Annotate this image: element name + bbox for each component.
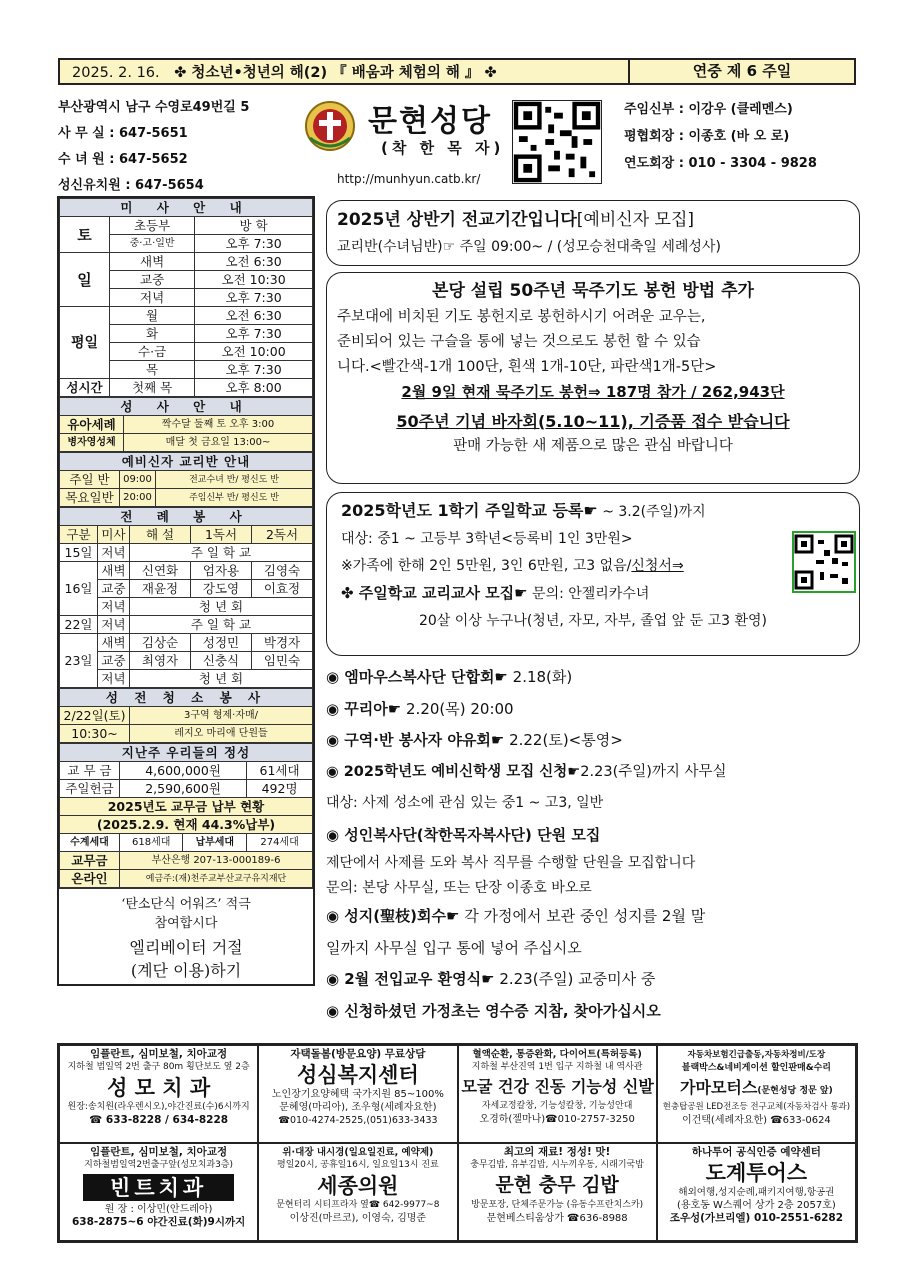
ad-line: 문혜영(마리아), 조우형(세례자요한) [279,1102,437,1113]
notice-line: 참여합시다 [154,916,218,931]
item-title: ◉ 엠마우스복사단 단합회☛ [326,668,508,686]
cell: 교무금 [60,852,120,870]
ad-top: 임플란트, 심미보철, 치아교정 [90,1048,228,1060]
box2-title: 본당 설립 50주년 묵주기도 봉헌 방법 추가 [432,281,754,301]
ad-name-sub: (문현성당 정문 앞) [757,1086,833,1096]
cell: 강도영 [191,580,252,598]
ad-top: 임플란트, 심미보철, 치아교정 [90,1146,228,1158]
cell: 청 년 회 [130,598,313,616]
offering-title: 지난주 우리들의 정성 [60,744,313,762]
qr-code-icon[interactable] [512,100,602,184]
evangelization-box [326,200,860,266]
pastor: 주임신부 : 이강우 (클레멘스) [624,102,793,117]
cell: 새벽 [98,562,130,580]
ad-line: 현충탑공원 LED전조등 전구교체(자동차검사 통과) [662,1102,851,1112]
bulletin-date: 2025. 2. 16. [72,65,160,81]
parish-subtitle: (착 한 목 자) [381,139,505,157]
parish-website-link[interactable]: http://munhyun.catb.kr/ [337,172,481,186]
ad-name: 빈트치과 [83,1174,234,1201]
ad-shoes [458,1045,657,1143]
saturday-label: 토 [60,217,110,253]
cleaning-title: 성 전 청 소 봉 사 [60,689,313,707]
parish-logo-icon [304,100,356,152]
cell: 저녁 [98,598,130,616]
announcement-item [326,851,860,875]
announcement-item [326,875,860,901]
advertisement-grid [57,1043,858,1243]
item-text: 2.23(주일)까지 사무실 [580,763,727,780]
announcement-item [326,694,860,726]
ad-line: 오경하(젤마나)☎010-2757-3250 [479,1114,635,1125]
cell: 납부세대 [183,834,247,852]
cell: 주일 반 [60,471,120,489]
ad-top: 최고의 재료! 정성! 맛! [503,1146,611,1158]
application-form-link[interactable]: 신청서⇒ [631,558,684,574]
item-title: ◉ 성인복사단(착한목자복사단) 단원 모집 [326,825,601,844]
item-title: ◉ 신청하셨던 가정초는 영수증 지참, 찾아가십시오 [326,1001,661,1020]
left-info-panel [57,196,315,986]
cell: 김영숙 [252,562,313,580]
cell: 274세대 [247,834,313,852]
cell: 492명 [247,780,313,798]
cell: 15일 [60,544,98,562]
ad-line: 노인장기요양혜택 국가지원 85~100% [271,1089,444,1100]
cell: 오후 8:00 [195,379,313,397]
cell: 10:30~ [60,725,130,743]
ad-top: 혈액순환, 통증완화, 다이어트(특허등록) [472,1049,642,1060]
cell: 예금주:(재)천주교부산교구유지재단 [120,870,313,888]
rosary-box [326,272,860,484]
cell: 목요일반 [60,489,120,507]
ad-top: 자택돌봄(방문요양) 무료상담 [290,1048,426,1060]
ad-sub: 지하철범일역2번출구앞(성모치과3층) [84,1160,234,1170]
announcement-item [326,788,860,820]
item-text: 대상: 사제 성소에 관심 있는 중1 ~ 고3, 일반 [326,795,604,811]
liturgy-table [59,507,313,688]
cell: 오후 7:30 [195,289,313,307]
ad-line: 문현터리 시티프라자 옆☎ 642-9977~8 [276,1200,440,1210]
cell: 박경자 [252,634,313,652]
cell: 신충식 [191,652,252,670]
cleaning-table [59,688,313,743]
cell: 온라인 [60,870,120,888]
ad-sub: 블랙박스&네비게이션 할인판매&수리 [681,1063,831,1073]
cell: 2독서 [252,526,313,544]
ad-name: 성심복지센터 [297,1062,419,1087]
cell: 이효정 [252,580,313,598]
cell: 새벽 [98,634,130,652]
ad-sub: 평일20시, 공휴일16시, 일요일13시 진료 [277,1160,439,1170]
sacrament-table [59,397,313,452]
item-text: 일까지 사무실 입구 통에 넣어 주십시오 [326,938,582,957]
ad-dental-seongmo [59,1045,258,1143]
cell: 미사 [98,526,130,544]
sacrament-title: 성 사 안 내 [60,398,313,416]
item-text: 2.20(목) 20:00 [401,699,514,718]
ad-chungmu-gimbap [458,1143,657,1241]
announcement-item [326,901,860,933]
cell: 성시간 [60,379,110,397]
box1-line: 교리반(수녀님반)☞ 주일 09:00~ / (성모승천대축일 세례성사) [337,239,721,255]
box2-line: 니다.<빨간색-1개 100단, 흰색 1개-10단, 파란색1개-5단> [337,359,717,375]
ad-line: 원장:송치원(라우렌시오),야간진료(수)6시까지 [67,1102,250,1112]
cell: 저녁 [98,544,130,562]
cell: 교중 [98,580,130,598]
cell: 초등부 [110,217,195,235]
cell: 교중 [98,652,130,670]
cell: 09:00 [120,471,156,489]
box3-header [341,497,845,526]
ad-line: 문현베스티움상가 ☎636-8988 [486,1213,628,1224]
cell: 오후 7:30 [195,235,313,253]
ad-line: 원 장 : 이상민(안드레아) [104,1204,213,1215]
item-title: ◉ 꾸리아☛ [326,699,402,718]
staff-list [624,96,817,177]
ad-welfare-center [258,1045,457,1143]
cell: 신연화 [130,562,191,580]
cell: 주 일 학 교 [130,616,313,634]
ad-line: 이상진(마르코), 이영숙, 김명준 [289,1213,427,1224]
cell: 김상순 [130,634,191,652]
cell: 오후 7:30 [195,361,313,379]
cell: 2/22일(토) [60,707,130,725]
header-left [60,61,628,82]
box3-line-text: ※가족에 한해 2인 5만원, 3인 6만원, 고3 없음/ [341,558,632,574]
cell: 오전 6:30 [195,307,313,325]
announcement-item [326,996,860,1028]
cell: 저녁 [98,670,130,688]
cell: 20:00 [120,489,156,507]
box2-line: 주보대에 비치된 기도 봉헌지로 봉헌하시기 어려운 교우는, [337,309,706,325]
box3-title-sub: ~ 3.2(주일)까지 [597,504,706,520]
cell: 유아세례 [60,416,124,434]
ad-gama-motors [657,1045,856,1143]
box3-title: 2025학년도 1학기 주일학교 등록☛ [341,501,598,520]
item-title: ◉ 2월 전입교우 환영식☛ [326,970,495,988]
box3-line: 20살 이상 누구나(청년, 자모, 자부, 졸업 앞 둔 고3 환영) [418,613,767,629]
mass-schedule-table [59,198,313,397]
registration-qr-icon[interactable] [792,531,856,593]
ad-line: 자세교정칼창, 기능성칼창, 기능성안대 [481,1101,633,1111]
cell: 저녁 [98,616,130,634]
kindergarten-phone: 성신유치원 : 647-5654 [58,178,204,193]
notice-line: 엘리베이터 거절 [129,938,243,957]
box3-line [341,580,845,608]
parish-address: 부산광역시 남구 수영로49번길 5 [58,100,250,115]
ad-line: ☎010-4274-2525,(051)633-3433 [278,1115,438,1126]
cell: 구분 [60,526,98,544]
sunday-label: 일 [60,253,110,307]
ad-name: 도계투어스 [705,1160,808,1185]
cell: 수·금 [110,343,195,361]
announcement-list [326,662,860,1027]
cell: 임민숙 [252,652,313,670]
box2-line: 준비되어 있는 구슬을 통에 넣는 것으로도 봉헌 할 수 있습 [337,334,701,350]
teacher-recruit: ✤ 주일학교 교리교사 모집☛ [341,584,528,602]
announcement-item [326,757,860,789]
cell: 618세대 [120,834,183,852]
cell: 16일 [60,562,98,616]
announcement-item [326,820,860,852]
cell: 방 학 [195,217,313,235]
convent-phone: 수 녀 원 : 647-5652 [58,152,188,167]
liturgical-week: 연중 제 6 주일 [628,60,854,83]
box2-line: 50주년 기념 바자회(5.10~11), 기증품 접수 받습니다 [396,412,790,431]
item-title: ◉ 2025학년도 예비신학생 모집 신청☛ [326,763,581,780]
cell: 오전 10:00 [195,343,313,361]
box3-line [341,553,845,580]
cell: 성정민 [191,634,252,652]
announcement-item [326,725,860,757]
box3-line: 대상: 중1 ~ 고등부 3학년<등록비 1인 3만원> [341,531,633,547]
cell: (2025.2.9. 현재 44.3%납부) [60,816,313,834]
year-theme: ✤ 청소년•청년의 해(2) 『 배움과 체험의 해 』 ✤ [174,65,497,81]
ad-line: 이건택(세례자요한) ☎633-0624 [681,1115,831,1126]
ad-sub: 충무김밥, 유부김밥, 시누끼우동, 시래기국밥 [470,1160,644,1170]
announcement-item [326,662,860,694]
weekday-label: 평일 [60,307,110,379]
item-text: 문의: 본당 사무실, 또는 단장 이종호 바오로 [326,880,592,896]
notice-line: (계단 이용)하기 [130,961,242,980]
ad-line: 638-2875~6 야간진료(화)9시까지 [71,1216,246,1228]
box1-title2: [예비신자 모집] [576,210,694,230]
cell: 재윤정 [130,580,191,598]
cell: 3구역 형제·자매/ [130,707,313,725]
item-title: ◉ 구역·반 봉사자 야유회☛ [326,731,505,749]
cell: 엄자용 [191,562,252,580]
cell: 2,590,600원 [120,780,247,798]
office-phone: 사 무 실 : 647-5651 [58,126,188,141]
parish-name: 문현성당 [368,104,492,139]
item-text: 2.23(주일) 교중미사 중 [494,970,656,988]
item-text: 제단에서 사제를 도와 복사 직무를 수행할 단원을 모집합니다 [326,855,696,871]
ad-top: 자동차보험긴급출동,자동차정비/도장 [687,1050,826,1060]
cell: 주임신부 반/ 평신도 반 [156,489,313,507]
cell: 병자영성체 [60,434,124,452]
announcement-item [326,964,860,996]
ad-bint-dental [59,1143,258,1241]
ad-top: 하나투어 공식인증 예약센터 [691,1146,821,1158]
ad-name: 모굴 건강 진동 기능성 신발 [461,1077,654,1096]
cell: 23일 [60,634,98,688]
item-text: 각 가정에서 보관 중인 성지를 2월 말 [459,907,706,925]
ad-sejong-clinic [258,1143,457,1241]
cell: 화 [110,325,195,343]
cell: 1독서 [191,526,252,544]
cell: 2025년도 교무금 납부 현황 [60,798,313,816]
liturgy-title: 전 례 봉 사 [60,508,313,526]
cell: 주 일 학 교 [130,544,313,562]
mass-title: 미 사 안 내 [60,199,313,217]
cell: 월 [110,307,195,325]
ad-name: 성 모 치 과 [107,1075,211,1100]
teacher-contact: 문의: 안젤리카수녀 [527,586,650,602]
ad-name: 가마모터스 [680,1078,758,1097]
ad-line: ☎ 633-8228 / 634-8228 [89,1114,229,1126]
box2-line: 2월 9일 현재 묵주기도 봉헌⇒ 187명 참가 / 262,943단 [401,383,785,401]
notice-line: ‘탄소단식 어워즈’ 적극 [121,897,251,912]
offering-table [59,743,313,888]
cell: 부산은행 207-13-000189-6 [120,852,313,870]
cell: 해 설 [130,526,191,544]
cell: 61세대 [247,762,313,780]
item-text: 2.18(화) [507,668,573,686]
ad-name: 세종의원 [317,1173,399,1198]
ad-sub: 지하철 범일역 2번 출구 80m 횡단보도 옆 2층 [67,1062,250,1072]
announcement-item [326,933,860,965]
cell: 교 무 금 [60,762,120,780]
box1-title: 2025년 상반기 전교기간입니다 [337,210,577,230]
parish-contact [58,95,249,199]
ad-line: 해외여행,성지순례,패키지여행,항공권 [678,1187,835,1198]
cell: 최영자 [130,652,191,670]
cell: 교중 [110,271,195,289]
cell: 목 [110,361,195,379]
header-bar [58,58,856,85]
sodality-president: 연도회장 : 010 - 3304 - 9828 [624,156,817,171]
catechumen-title: 예비신자 교리반 안내 [60,453,313,471]
ad-line: 방문포장, 단체주문가능 (유동수프란치스카) [471,1200,644,1210]
cell: 오전 10:30 [195,271,313,289]
cell: 수계세대 [60,834,120,852]
ad-sub: 지하철 부산진역 1번 입구 지하철 내 역사관 [471,1062,643,1072]
cell: 짝수달 둘째 토 오후 3:00 [124,416,313,434]
cell: 레지오 마리애 단원들 [130,725,313,743]
box2-line: 판매 가능한 새 제품으로 많은 관심 바랍니다 [453,438,733,454]
council-president: 평협회장 : 이종호 (바 오 로) [624,129,790,144]
ad-dogye-tours [657,1143,856,1241]
sunday-school-box [326,492,860,656]
cell: 22일 [60,616,98,634]
ad-top: 위·대장 내시경(일요일진료, 예약제) [282,1147,434,1158]
cell: 중·고·일반 [110,235,195,253]
cell: 새벽 [110,253,195,271]
catechumen-table [59,452,313,507]
ad-line: (용호동 W스퀘어 상가 2층 2057호) [676,1200,836,1211]
environment-notice [59,888,313,984]
cell: 전교수녀 반/ 평신도 반 [156,471,313,489]
item-title: ◉ 성지(聖枝)회수☛ [326,907,460,925]
cell: 오전 6:30 [195,253,313,271]
cell: 주일헌금 [60,780,120,798]
cell: 청 년 회 [130,670,313,688]
cell: 오후 7:30 [195,325,313,343]
cell: 첫째 목 [110,379,195,397]
cell: 4,600,000원 [120,762,247,780]
box1-header [337,205,849,230]
item-text: 2.22(토)<통영> [504,731,623,749]
ad-name: 문현 충무 김밥 [495,1174,619,1196]
cell: 저녁 [110,289,195,307]
ad-line: 조우성(가브리엘) 010-2551-6282 [669,1212,844,1224]
cell: 매달 첫 금요일 13:00~ [124,434,313,452]
